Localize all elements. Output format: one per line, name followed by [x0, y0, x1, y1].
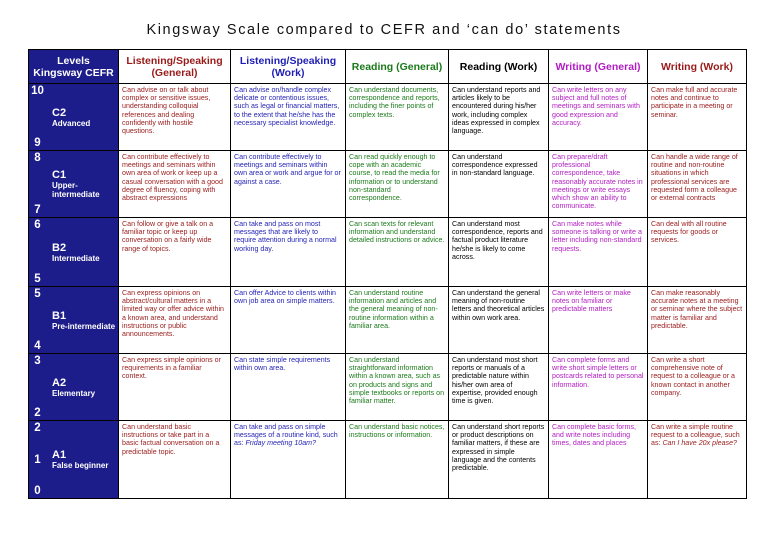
table-row-c2	[29, 84, 747, 151]
cell-text: Can write a simple routine request to a colleague, such as:	[651, 423, 740, 448]
cefr-code: A2	[52, 376, 67, 389]
cell-writing-general: Can complete basic forms, and write notes including times, dates and places	[549, 421, 648, 499]
cell-reading-work: Can understand correspondence expressed in non-standard language.	[449, 151, 549, 218]
cell-reading-general: Can scan texts for relevant information and understand detailed instructions or advice.	[346, 218, 449, 287]
kingsway-level-bottom: 0	[34, 485, 41, 497]
cell-writing-general: Can complete forms and write short simple letters or postcards related to personal information.	[549, 354, 648, 421]
level-cell	[29, 151, 119, 218]
cell-writing-work: Can deal with all routine requests for goods or services.	[648, 218, 747, 287]
cell-reading-work: Can understand short reports or product descriptions on familiar matters, if these are expressed in simple language and the contents predictable.	[449, 421, 549, 499]
cell-listening-work: Can offer Advice to clients within own job area on simple matters.	[231, 287, 346, 354]
kingsway-level-top: 3	[34, 355, 41, 367]
level-cell	[29, 421, 119, 499]
cell-writing-general: Can prepare/draft professional correspondence, take reasonably accurate notes in meetings or write essays which show an ability to communicate.	[549, 151, 648, 218]
header-listening-work: Listening/Speaking (Work)	[231, 50, 346, 84]
kingsway-level-bottom: 5	[34, 273, 41, 285]
header-reading-general: Reading (General)	[346, 50, 449, 84]
cell-reading-work: Can understand reports and articles likely to be encountered during his/her work, including complex ideas expressed in complex language.	[449, 84, 549, 151]
cell-listening-general: Can advise on or talk about complex or sensitive issues, understanding colloquial references and dealing confidently with hostile questions.	[119, 84, 231, 151]
cell-writing-general: Can write letters or make notes on familiar or predictable matters	[549, 287, 648, 354]
cell-reading-work: Can understand the general meaning of non-routine letters and theoretical articles within own work area.	[449, 287, 549, 354]
cell-listening-work: Can state simple requirements within own area.	[231, 354, 346, 421]
cell-listening-work: Can take and pass on most messages that are likely to require attention during a normal working day.	[231, 218, 346, 287]
cell-writing-work: Can write a short comprehensive note of request to a colleague or a known contact in another company.	[648, 354, 747, 421]
level-cell	[29, 354, 119, 421]
cell-writing-work	[648, 421, 747, 499]
level-name: Pre-intermediate	[52, 321, 116, 331]
cell-reading-work: Can understand most short reports or manuals of a predictable nature within his/her own area of expertise, provided enough time is given.	[449, 354, 549, 421]
cell-reading-general: Can understand routine information and articles and the general meaning of non-routine information within a familiar area.	[346, 287, 449, 354]
table-row-c1	[29, 151, 747, 218]
kingsway-level-top: 2	[34, 422, 41, 434]
cell-listening-general: Can follow or give a talk on a familiar topic or keep up conversation on a fairly wide range of topics.	[119, 218, 231, 287]
cell-reading-general: Can understand basic notices, instructions or information.	[346, 421, 449, 499]
kingsway-level-bottom: 4	[34, 340, 41, 352]
cefr-code: B2	[52, 241, 67, 254]
example-text: Friday meeting 10am?	[245, 439, 317, 448]
kingsway-cefr-table	[28, 49, 747, 499]
cefr-code: C1	[52, 169, 67, 181]
page-title: Kingsway Scale compared to CEFR and ‘can do’ statements	[146, 22, 622, 38]
cell-reading-general: Can understand straightforward information within a known area, such as on products and signs and simple textbooks or reports on familiar matter.	[346, 354, 449, 421]
level-cell	[29, 218, 119, 287]
kingsway-level-top: 5	[34, 288, 41, 300]
cell-listening-work: Can contribute effectively to meetings and seminars within own area or work and argue for or against a case.	[231, 151, 346, 218]
level-name: Intermediate	[52, 253, 100, 263]
header-listening-general: Listening/Speaking (General)	[119, 50, 231, 84]
cell-listening-general: Can express opinions on abstract/cultural matters in a limited way or offer advice within a known area, and understand instructions or public announcements.	[119, 287, 231, 354]
table-row-a2	[29, 354, 747, 421]
cell-listening-general: Can understand basic instructions or take part in a basic factual conversation on a predictable topic.	[119, 421, 231, 499]
table-row-b2	[29, 218, 747, 287]
kingsway-level-bottom: 7	[34, 204, 41, 216]
cell-listening-general: Can contribute effectively to meetings and seminars within own area of work or keep up a casual conversation with a good degree of fluency, coping with abstract expressions	[119, 151, 231, 218]
header-writing-general: Writing (General)	[549, 50, 648, 84]
header-row	[29, 50, 747, 84]
cell-writing-general: Can make notes while someone is talking or write a letter including non-standard requests.	[549, 218, 648, 287]
cefr-code: B1	[52, 309, 67, 322]
header-levels-line2: Kingsway CEFR	[33, 66, 114, 79]
kingsway-level-bottom: 9	[34, 137, 41, 149]
cell-writing-work: Can handle a wide range of routine and non-routine situations in which professional services are requested form a colleague or external contracts	[648, 151, 747, 218]
level-cell	[29, 84, 119, 151]
cell-reading-general: Can read quickly enough to cope with an academic course, to read the media for information or to understand non-standard correspondence.	[346, 151, 449, 218]
cell-listening-work: Can advise on/handle complex delicate or contentious issues, such as legal or financial matters, to the extent that he/she has the necessary specialist knowledge.	[231, 84, 346, 151]
cell-writing-work: Can make reasonably accurate notes at a meeting or seminar where the subject matter is familiar and predictable.	[648, 287, 747, 354]
level-cell	[29, 287, 119, 354]
kingsway-level-bottom: 2	[34, 407, 41, 419]
cell-reading-work: Can understand most correspondence, reports and factual product literature he/she is likely to come across.	[449, 218, 549, 287]
kingsway-level-mid: 1	[34, 453, 41, 466]
table-row-b1	[29, 287, 747, 354]
level-name: False beginner	[52, 461, 109, 470]
cefr-code: A1	[52, 449, 67, 461]
cell-listening-work	[231, 421, 346, 499]
cell-listening-general: Can express simple opinions or requirements in a familiar context.	[119, 354, 231, 421]
level-name: Elementary	[52, 388, 96, 398]
cefr-code: C2	[52, 106, 67, 119]
header-writing-work: Writing (Work)	[648, 50, 747, 84]
table-row-a1	[29, 421, 747, 499]
kingsway-level-top: 10	[31, 85, 44, 97]
kingsway-level-top: 8	[34, 152, 41, 164]
cell-writing-work: Can make full and accurate notes and continue to participate in a meeting or seminar.	[648, 84, 747, 151]
example-text: Can I have 20x please?	[662, 439, 737, 448]
cell-text: Can take and pass on simple messages of a routine kind, such as:	[234, 423, 338, 448]
level-name: Upper-intermediate	[52, 181, 100, 199]
cell-reading-general: Can understand documents, correspondence and reports, including the finer points of complex texts.	[346, 84, 449, 151]
kingsway-level-top: 6	[34, 219, 41, 231]
header-levels-line1: Levels	[57, 54, 90, 67]
header-levels	[29, 50, 119, 84]
cell-writing-general: Can write letters on any subject and full notes of meetings and seminars with good expression and accuracy.	[549, 84, 648, 151]
level-name: Advanced	[52, 118, 91, 128]
header-reading-work: Reading (Work)	[449, 50, 549, 84]
